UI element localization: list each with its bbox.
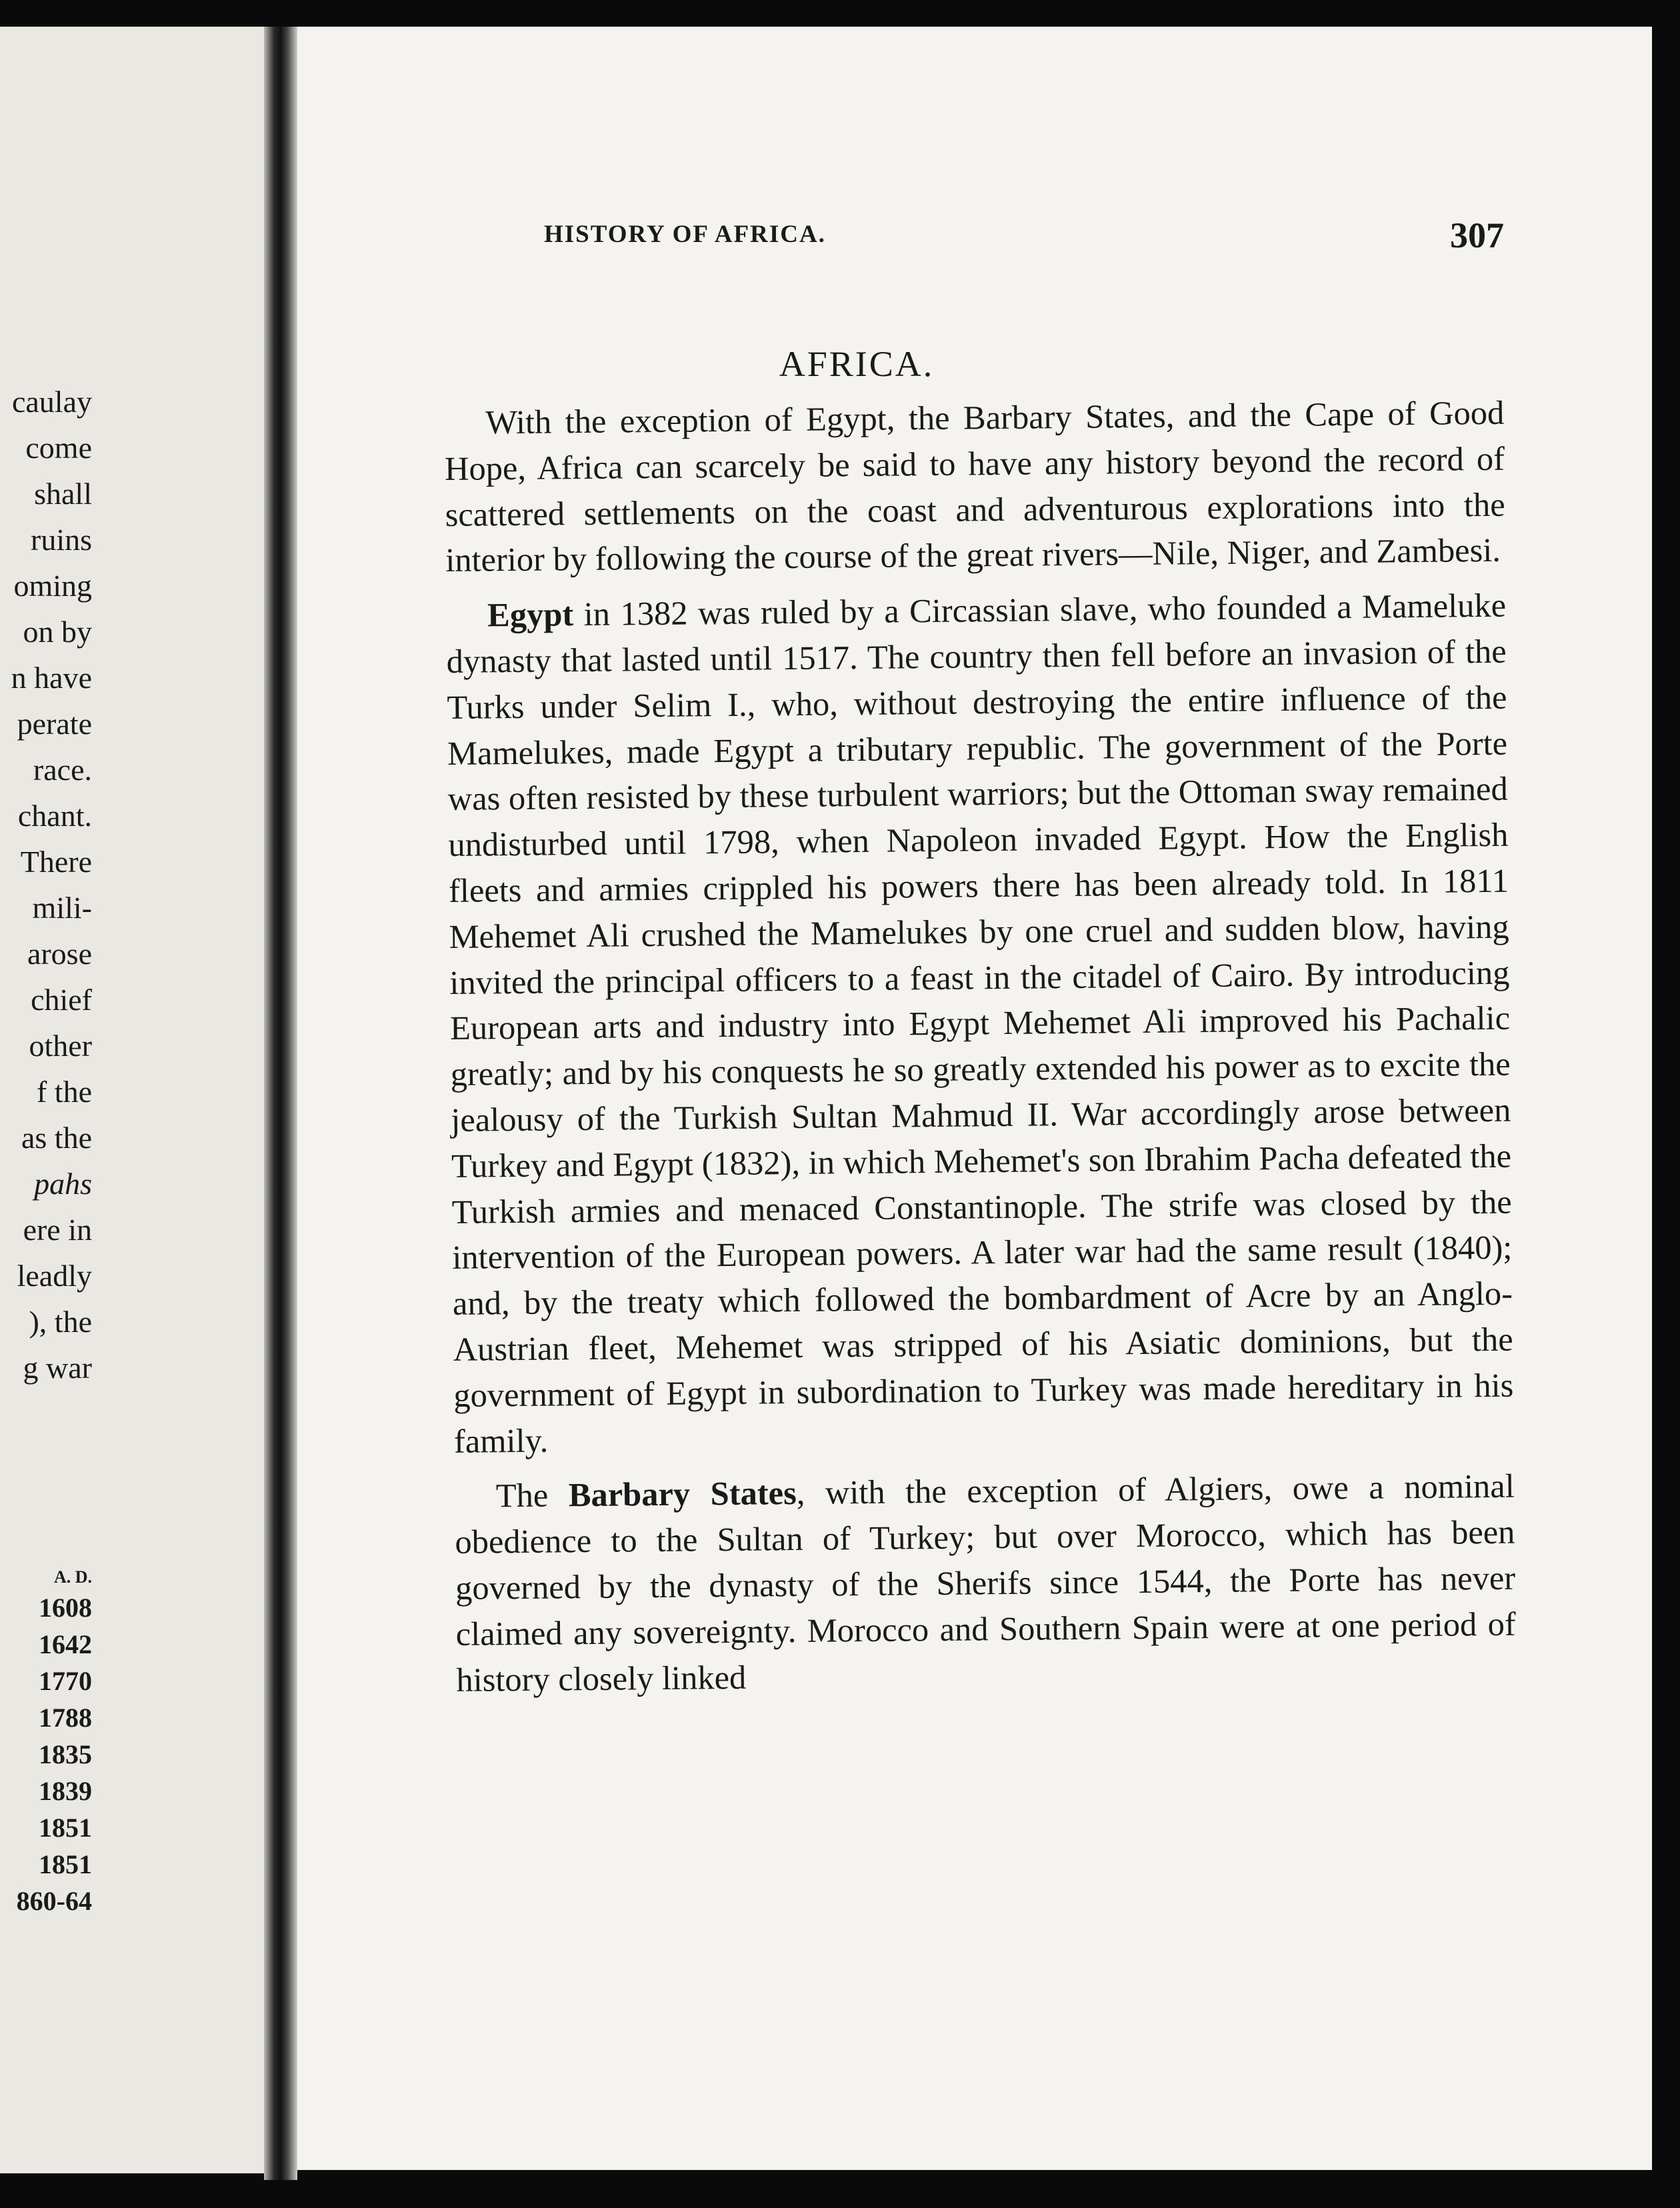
left-line: leadly [17,1259,92,1293]
body-text [444,390,1517,1712]
paragraph-barbary [454,1463,1516,1703]
paragraph-lead: Barbary States [568,1474,797,1514]
ad-label: A. D. [53,1567,92,1587]
left-line: There [20,845,92,879]
paragraph-lead: Egypt [487,595,574,634]
paragraph-pre: The [495,1476,569,1515]
left-line: g war [23,1351,92,1385]
left-line: caulay [11,385,92,419]
left-line: n have [11,661,92,695]
date-entry: 860-64 [16,1886,92,1916]
left-line: arose [27,937,92,971]
date-entry: 1642 [39,1629,92,1659]
left-line: as the [21,1121,92,1155]
running-head [544,195,1504,255]
left-line: come [25,431,92,465]
date-entry: 1839 [39,1776,92,1806]
left-date-column [17,1565,92,1919]
left-line: other [29,1029,92,1063]
left-line: oming [13,569,92,603]
left-line: mili- [32,891,92,925]
date-entry: 1770 [39,1666,92,1696]
left-line: ere in [23,1213,92,1247]
left-page-text [11,379,92,1391]
date-entry: 1851 [39,1813,92,1843]
left-line: ruins [31,523,92,557]
paragraph-text: With the exception of Egypt, the Barbary States, and the Cape of Good Hope, Africa can scarcely be said to have any history beyond the record of scattered settlements on the coast and adventurous explorations into the interior by following the course of the great rivers—Nile, Niger, and Zambesi. [444,393,1505,579]
left-line: on by [23,615,92,649]
paragraph-text: , with the exception of Algiers, owe a nominal obedience to the Sultan of Turkey; but over Morocco, which has been governed by the dynasty of the Sherifs since 1544, the Porte has never claimed any sovereignty. Morocco and Southern Spain were at one period of history closely linked [455,1467,1516,1699]
paragraph-intro [444,390,1506,583]
date-entry: 1851 [39,1849,92,1879]
left-line: chant. [17,799,92,833]
section-title: AFRICA. [779,344,935,384]
date-entry: 1835 [39,1739,92,1769]
date-entry: 1788 [39,1703,92,1733]
left-line: race. [33,753,92,787]
left-line: f the [36,1075,92,1109]
paragraph-text: in 1382 was ruled by a Circassian slave, who founded a Mameluke dynasty that lasted until 1517. The country then fell before an invasion of the Turks under Selim I., who, without destroying the entire influence of the Mamelukes, made Egypt a tributary republic. The government of the Porte was often resisted by these turbulent warriors; but the Ottoman sway remained undisturbed until 1798, when Napoleon invaded Egypt. How the English fleets and armies crippled his powers there has been already told. In 1811 Mehemet Ali crushed the Mamelukes by one cruel and sudden blow, having invited the principal officers to a feast in the citadel of Cairo. By introducing European arts and industry into Egypt Mehemet Ali improved his Pachalic greatly; and by his conquests he so greatly extended his power as to excite the jealousy of the Turkish Sultan Mahmud II. War accordingly arose between Turkey and Egypt (1832), in which Mehemet's son Ibrahim Pacha defeated the Turkish armies and menaced Constantinople. The strife was closed by the intervention of the European powers. A later war had the same result (1840); and, by the treaty which followed the bombardment of Acre by an Anglo-Austrian fleet, Mehemet was stripped of his Asiatic dominions, but the government of Egypt in subordination to Turkey was made hereditary in his family. [446,586,1514,1460]
running-title: HISTORY OF AFRICA. [544,221,826,248]
left-line: perate [17,707,92,741]
date-entry: 1608 [39,1593,92,1623]
paragraph-egypt [446,583,1514,1464]
left-line: chief [31,983,92,1017]
left-line: ), the [29,1305,92,1339]
left-line: shall [34,477,92,511]
left-line: pahs [34,1167,92,1201]
page-number: 307 [1450,215,1504,255]
